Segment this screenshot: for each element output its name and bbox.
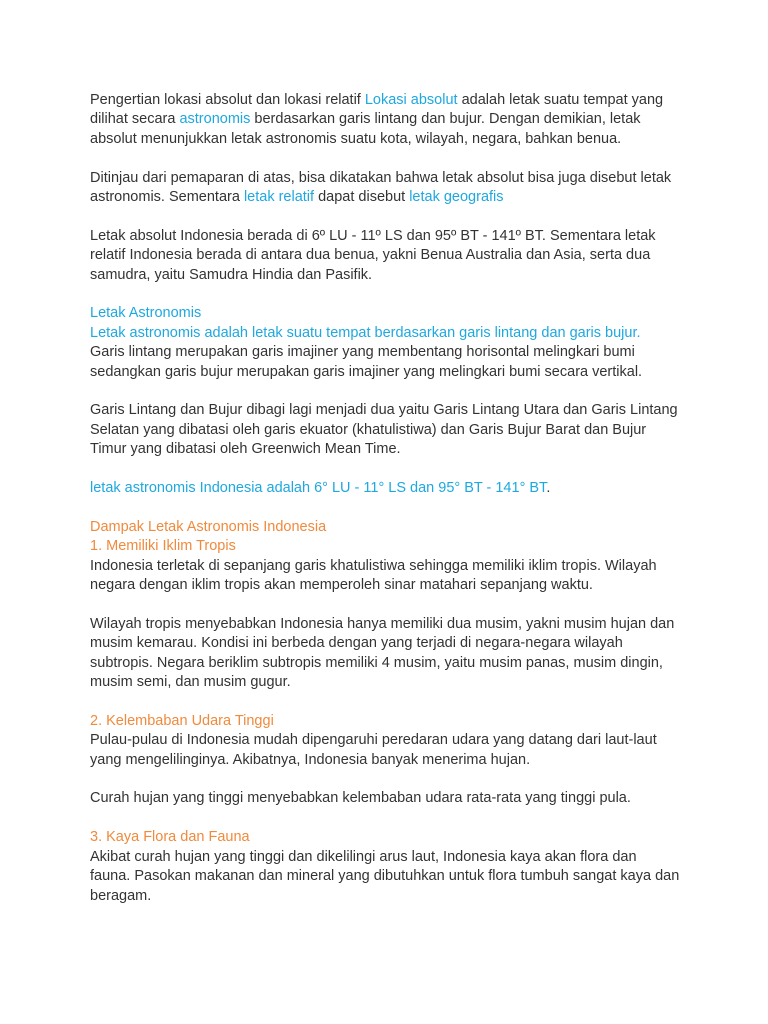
link-letak-geografis[interactable]: letak geografis	[409, 189, 504, 206]
intro-paragraph	[90, 91, 680, 149]
indonesia-astronomis-paragraph	[90, 479, 680, 498]
link-lokasi-absolut[interactable]: Lokasi absolut	[364, 92, 458, 108]
relatif-text-2: dapat disebut	[314, 189, 410, 206]
link-letak-relatif[interactable]: letak relatif	[243, 189, 315, 206]
letak-astronomis-heading[interactable]: Letak Astronomis	[90, 305, 202, 322]
dampak-item-paragraph: Indonesia terletak di sepanjang garis khatulistiwa sehingga memiliki iklim tropis. Wilayah negara dengan iklim tropis akan memperoleh sinar matahari sepanjang waktu.	[90, 557, 657, 594]
garis-lintang-bujur-paragraph: Garis Lintang dan Bujur dibagi lagi menjadi dua yaitu Garis Lintang Utara dan Garis Lintang Selatan yang dibatasi oleh garis ekuator (khatulistiwa) dan Garis Bujur Barat dan Bujur Timur yang dibatasi oleh Greenwich Mean Time.	[90, 402, 678, 458]
dampak-item-paragraph: Akibat curah hujan yang tinggi dan dikelilingi arus laut, Indonesia kaya akan flora dan fauna. Pasokan makanan dan mineral yang dibutuhkan untuk flora tumbuh sangat kaya dan beragam.	[90, 848, 680, 904]
garis-lintang-paragraph: Garis lintang merupakan garis imajiner yang membentang horisontal melingkari bumi sedangkan garis bujur merupakan garis imajiner yang melingkari bumi secara vertikal.	[90, 344, 643, 380]
letak-astronomis-definition[interactable]: Letak astronomis adalah letak suatu tempat berdasarkan garis lintang dan garis bujur.	[90, 324, 641, 341]
dampak-item-paragraph: Pulau-pulau di Indonesia mudah dipengaruhi peredaran udara yang datang dari laut-laut yang mengelilinginya. Akibatnya, Indonesia banyak menerima hujan.	[90, 732, 657, 768]
dampak-item-paragraph: Curah hujan yang tinggi menyebabkan kelembaban udara rata-rata yang tinggi pula.	[90, 790, 631, 807]
intro-text-2: adalah letak suatu tempat yang dilihat secara	[90, 92, 664, 128]
relatif-text-1: Ditinjau dari pemaparan di atas, bisa dikatakan bahwa letak absolut bisa juga disebut letak astronomis. Sementara	[90, 169, 672, 206]
dampak-item-title: 2. Kelembaban Udara Tinggi	[90, 712, 274, 729]
intro-text-1: Pengertian lokasi absolut dan lokasi relatif	[90, 92, 365, 108]
dampak-item	[90, 712, 680, 809]
indonesia-astronomis-period: .	[546, 480, 551, 497]
relatif-paragraph	[90, 169, 680, 208]
dampak-item-title: 1. Memiliki Iklim Tropis	[90, 538, 236, 555]
dampak-item-paragraph: Wilayah tropis menyebabkan Indonesia hanya memiliki dua musim, yakni musim hujan dan musim kemarau. Kondisi ini berbeda dengan yang terjadi di negara-negara wilayah subtropis. Negara beriklim subtropis memiliki 4 musim, yaitu musim panas, musim dingin, musim semi, dan musim gugur.	[90, 615, 675, 691]
document-page	[90, 91, 680, 906]
intro-text-3: berdasarkan garis lintang dan bujur. Dengan demikian, letak absolut menunjukkan letak astronomis suatu kota, wilayah, negara, bahkan benua.	[90, 111, 641, 147]
letak-absolut-paragraph: Letak absolut Indonesia berada di 6º LU - 11º LS dan 95º BT - 141º BT. Sementara letak relatif Indonesia berada di antara dua benua, yakni Benua Australia dan Asia, serta dua samudra, yaitu Samudra Hindia dan Pasifik.	[90, 227, 656, 283]
link-astronomis[interactable]: astronomis	[179, 111, 251, 128]
dampak-item	[90, 828, 680, 906]
dampak-item	[90, 537, 680, 692]
dampak-section	[90, 518, 680, 906]
dampak-item-title: 3. Kaya Flora dan Fauna	[90, 829, 250, 846]
letak-astronomis-section	[90, 304, 680, 498]
dampak-heading: Dampak Letak Astronomis Indonesia	[90, 518, 327, 535]
link-letak-astronomis-indonesia[interactable]: letak astronomis Indonesia adalah 6° LU - 11° LS dan 95° BT - 141° BT	[90, 480, 547, 497]
